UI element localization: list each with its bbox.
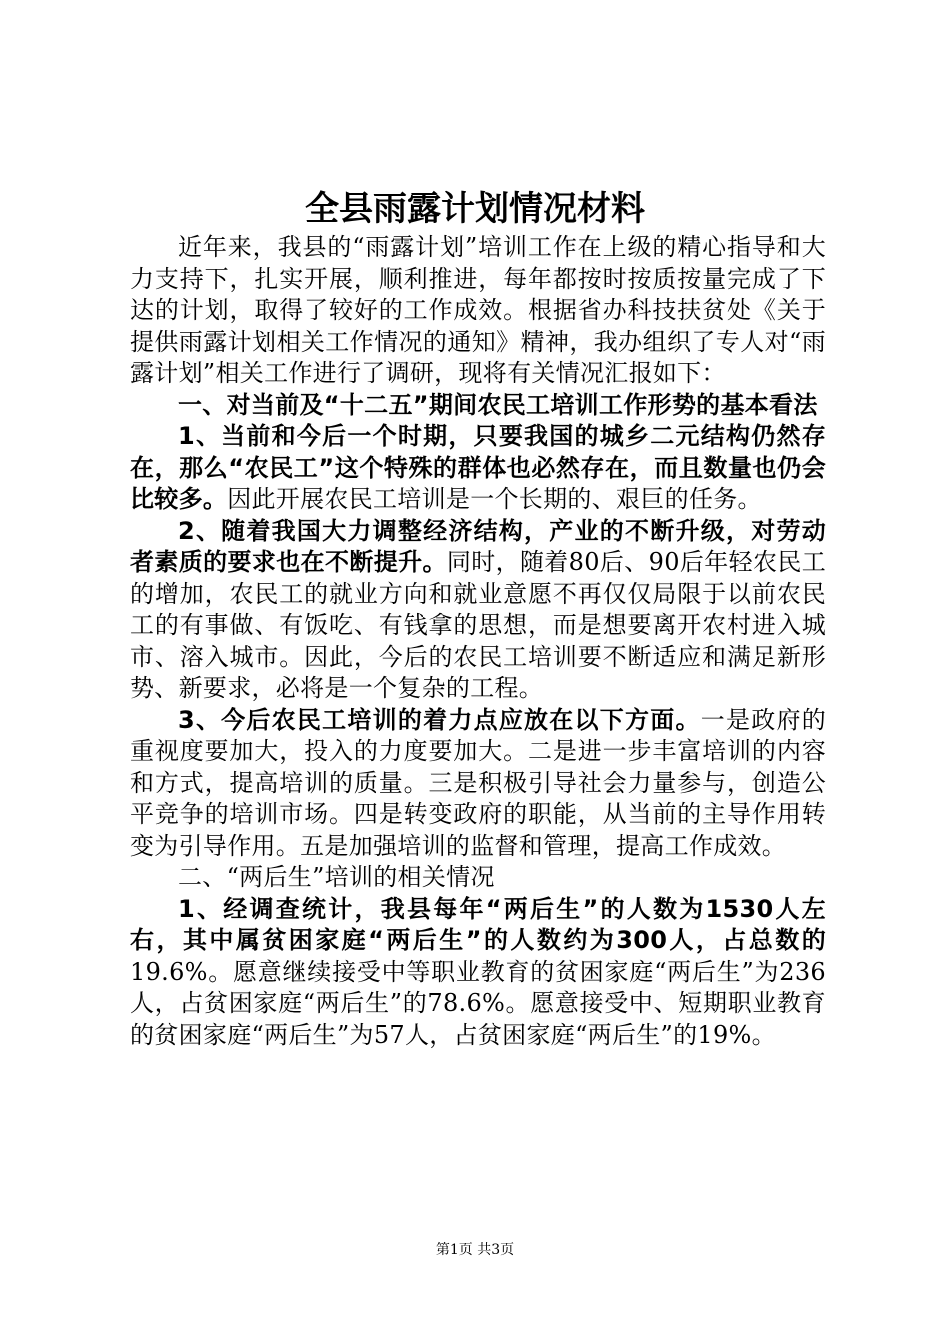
section1-paragraph-3-lead: 3、今后农民工培训的着力点应放在以下方面。 (178, 705, 701, 734)
section1-paragraph-1 (130, 421, 826, 516)
section1-paragraph-1-rest: 因此开展农民工培训是一个长期的、艰巨的任务。 (227, 485, 762, 513)
section1-paragraph-2 (130, 516, 826, 705)
document-body (130, 232, 826, 1051)
document-title: 全县雨露计划情况材料 (305, 189, 645, 229)
section1-paragraph-2-lead: 2、随着我国大力调整经济结构，产业的不断升级，对劳动者素质的要求也在不断提升。 (130, 516, 826, 576)
section2-paragraph-1-rest: 19.6%。愿意继续接受中等职业教育的贫困家庭“两后生”为236人，占贫困家庭“两后生”的78.6%。愿意接受中、短期职业教育的贫困家庭“两后生”为57人，占贫困家庭“两后生”的19%。 (130, 957, 826, 1049)
section2-paragraph-1-lead: 1、经调查统计，我县每年“两后生”的人数为1530人左右，其中属贫困家庭“两后生”的人数约为300人，占总数的 (130, 894, 826, 954)
section1-paragraph-1-lead: 1、当前和今后一个时期，只要我国的城乡二元结构仍然存在，那么“农民工”这个特殊的群体也必然存在，而且数量也仍会比较多。 (130, 422, 826, 513)
section1-paragraph-3 (130, 705, 826, 863)
page-number-footer: 第1页 共3页 (435, 1242, 515, 1258)
section2-heading: 二、“两后生”培训的相关情况 (178, 863, 495, 891)
section2-paragraph-1 (130, 894, 826, 1052)
section1-heading: 一、对当前及“十二五”期间农民工培训工作形势的基本看法 (178, 390, 818, 419)
section1-paragraph-2-rest: 同时，随着80后、90后年轻农民工的增加，农民工的就业方向和就业意愿不再仅仅局限于以前农民工的有事做、有饭吃、有钱拿的思想，而是想要离开农村进入城市、溶入城市。因此，今后的农民工培训要不断适应和满足新形势、新要求，必将是一个复杂的工程。 (130, 548, 826, 702)
intro-paragraph: 近年来，我县的“雨露计划”培训工作在上级的精心指导和大力支持下，扎实开展，顺利推进，每年都按时按质按量完成了下达的计划，取得了较好的工作成效。根据省办科技扶贫处《关于提供雨露计划相关工作情况的通知》精神，我办组织了专人对“雨露计划”相关工作进行了调研，现将有关情况汇报如下： (130, 233, 826, 387)
section1-paragraph-3-rest: 一是政府的重视度要加大，投入的力度要加大。二是进一步丰富培训的内容和方式，提高培训的质量。三是积极引导社会力量参与，创造公平竞争的培训市场。四是转变政府的职能，从当前的主导作用转变为引导作用。五是加强培训的监督和管理，提高工作成效。 (130, 705, 827, 860)
